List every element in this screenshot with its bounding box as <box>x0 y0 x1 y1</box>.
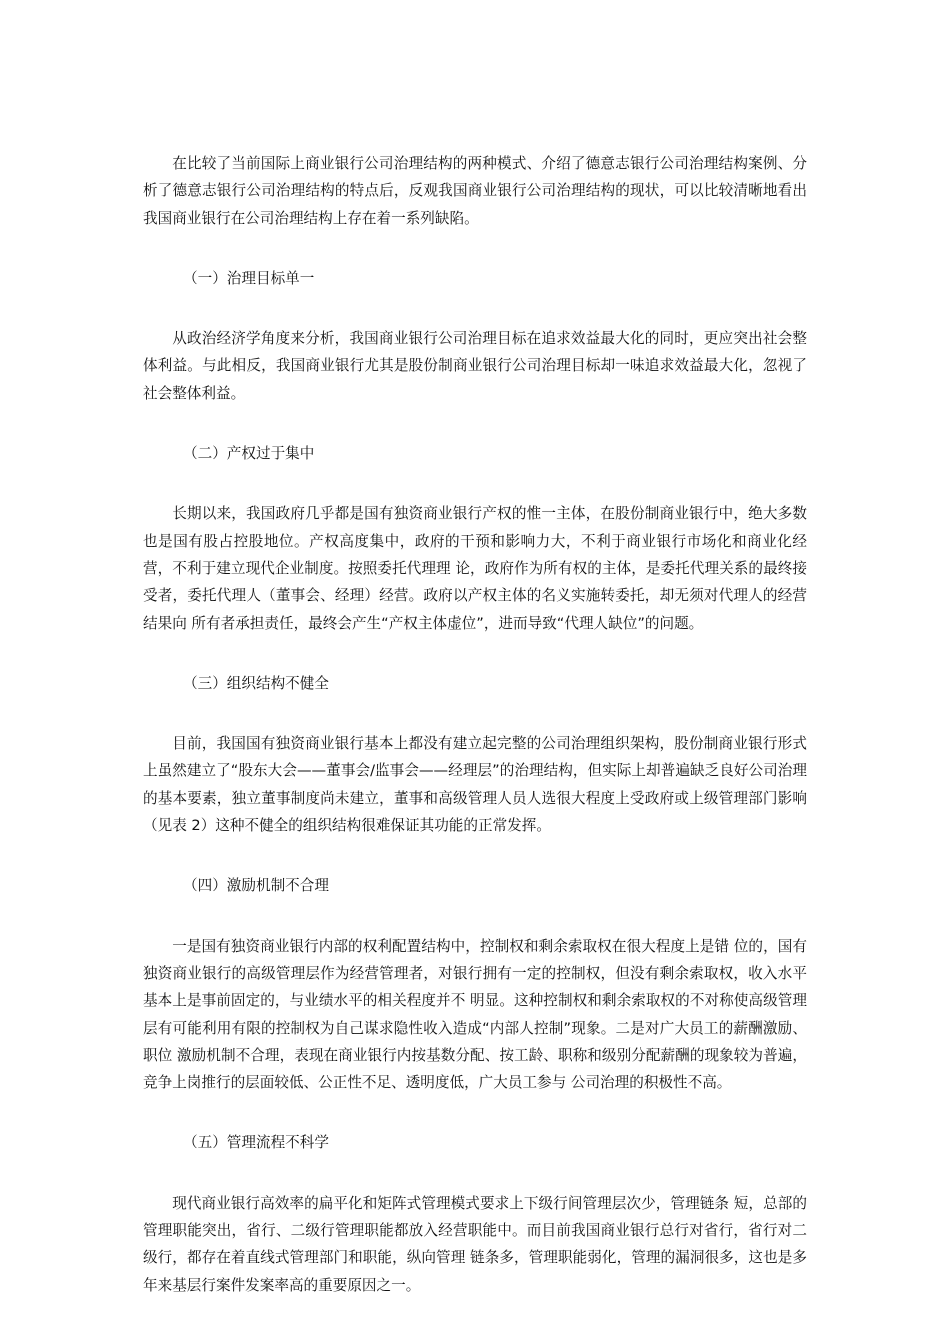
section-heading-2: （二）产权过于集中 <box>183 445 315 463</box>
document-page <box>143 150 807 1332</box>
section-heading-3: （三）组织结构不健全 <box>183 674 329 692</box>
section-body-2: 长期以来，我国政府几乎都是国有独资商业银行产权的惟一主体，在股份制商业银行中，绝大多数也是国有股占控股地位。产权高度集中，政府的干预和影响力大，不利于商业银行市场化和商业化经营，不利于建立现代企业制度。按照委托代理理 论，政府作为所有权的主体，是委托代理关系的最终接受者，委托代理人（董事会、经理）经营。政府以产权主体的名义实施转委托，却无须对代理人的经营结果向 所有者承担责任，最终会产生“产权主体虚位”，进而导致“代理人缺位”的问题。 <box>143 505 807 632</box>
section-heading-1: （一）治理目标单一 <box>183 269 315 287</box>
section-body-4: 一是国有独资商业银行内部的权利配置结构中，控制权和剩余索取权在很大程度上是错 位的，国有独资商业银行的高级管理层作为经营管理者，对银行拥有一定的控制权，但没有剩余索取权，收入水平基本上是事前固定的，与业绩水平的相关程度并不 明显。这种控制权和剩余索取权的不对称使高级管理层有可能利用有限的控制权为自己谋求隐性收入造成“内部人控制”现象。二是对广大员工的薪酬激励、职位 激励机制不合理，表现在商业银行内按基数分配、按工龄、职称和级别分配薪酬的现象较为普遍，竞争上岗推行的层面较低、公正性不足、透明度低，广大员工参与 公司治理的积极性不高。 <box>143 937 807 1092</box>
section-heading-4: （四）激励机制不合理 <box>183 877 329 895</box>
section-heading-5: （五）管理流程不科学 <box>183 1134 329 1152</box>
section-body-3: 目前，我国国有独资商业银行基本上都没有建立起完整的公司治理组织架构，股份制商业银行形式上虽然建立了“股东大会——董事会/监事会——经理层”的治理结构，但实际上却普遍缺乏良好公司治理的基本要素，独立董事制度尚未建立，董事和高级管理人员人选很大程度上受政府或上级管理部门影响（见表 2）这种不健全的组织结构很难保证其功能的正常发挥。 <box>143 735 807 835</box>
section-body-5: 现代商业银行高效率的扁平化和矩阵式管理模式要求上下级行间管理层次少，管理链条 短，总部的管理职能突出，省行、二级行管理职能都放入经营职能中。而目前我国商业银行总行对省行，省行对二级行，都存在着直线式管理部门和职能，纵向管理 链条多，管理职能弱化，管理的漏洞很多，这也是多年来基层行案件发案率高的重要原因之一。 <box>143 1194 807 1294</box>
section-body-1: 从政治经济学角度来分析，我国商业银行公司治理目标在追求效益最大化的同时，更应突出社会整体利益。与此相反，我国商业银行尤其是股份制商业银行公司治理目标却一味追求效益最大化，忽视了社会整体利益。 <box>143 330 807 402</box>
intro-paragraph: 在比较了当前国际上商业银行公司治理结构的两种模式、介绍了德意志银行公司治理结构案例、分析了德意志银行公司治理结构的特点后，反观我国商业银行公司治理结构的现状，可以比较清晰地看出我国商业银行在公司治理结构上存在着一系列缺陷。 <box>143 155 807 227</box>
